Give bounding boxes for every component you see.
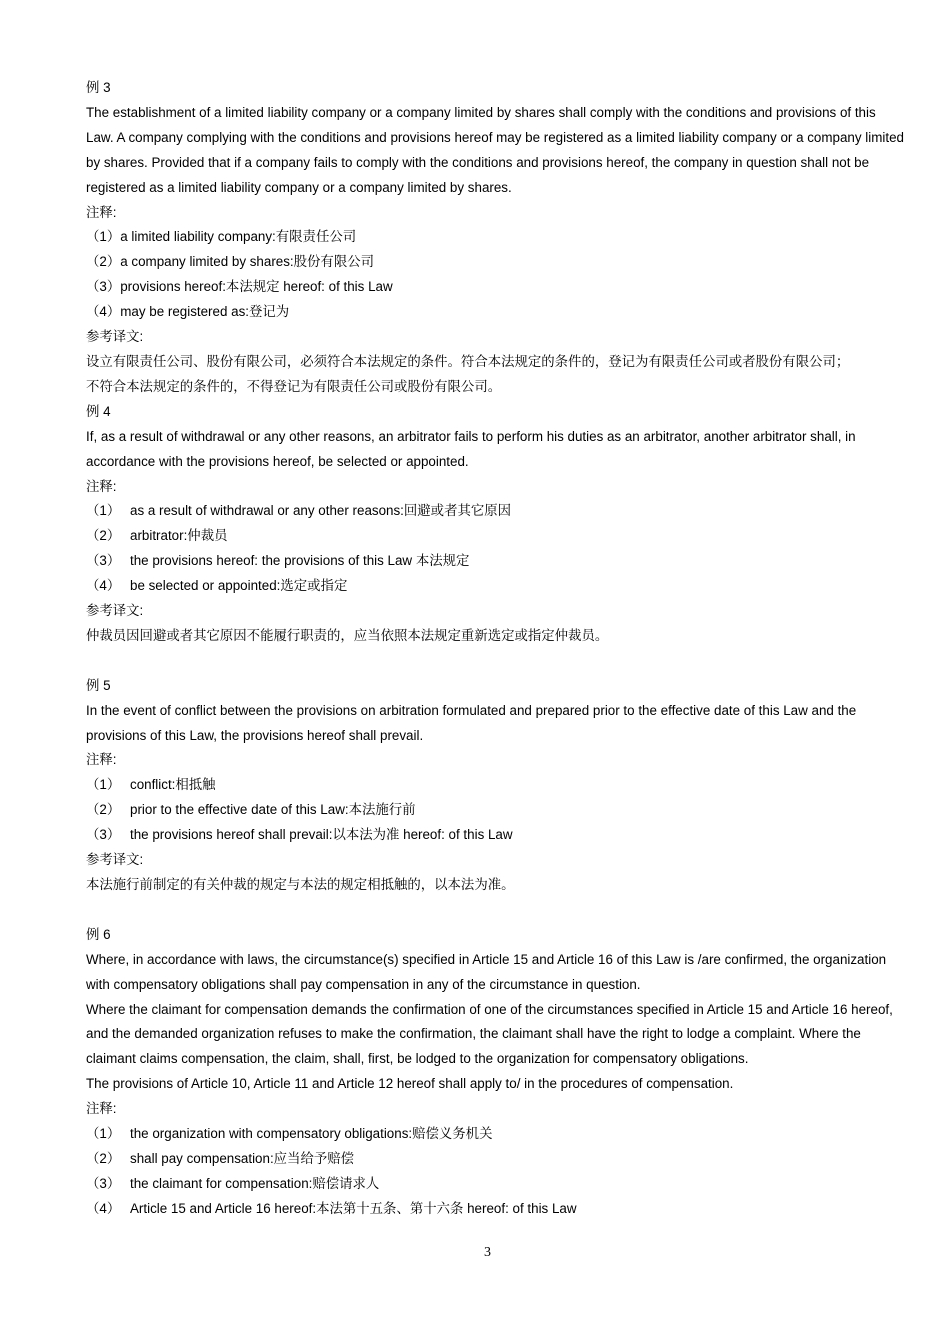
note-item: （1） as a result of withdrawal or any other reasons:回避或者其它原因 [86,503,512,519]
note-item: （2） arbitrator:仲裁员 [86,528,228,544]
example-6-body: Where, in accordance with laws, the circumstance(s) specified in Article 15 and Article 16 of this Law is /are confirmed, the organization with compensatory obligations shall pay compensation in any of the circumstance in question. [86,951,887,992]
example-3-body: The establishment of a limited liability company or a company limited by shares shall comply with the conditions and provisions of this Law. A company complying with the conditions and provisions hereof may be registered as a limited liability company or a company limited by shares. Provided that if a company fails to comply with the conditions and provisions hereof, the company in question shall not be registered as a limited liability company or a company limited by shares. [86,104,904,195]
note-item: （4）may be registered as:登记为 [86,304,290,320]
example-5-ref-line: 本法施行前制定的有关仲裁的规定与本法的规定相抵触的，以本法为准。 [86,876,515,892]
blank-line [86,898,906,923]
example-4-body: If, as a result of withdrawal or any other reasons, an arbitrator fails to perform his duties as an arbitrator, another arbitrator shall, in accordance with the provisions hereof, be selected or appointed. [86,428,856,469]
note-item: （4） Article 15 and Article 16 hereof:本法第十五条、第十六条 hereof: of this Law [86,1200,577,1216]
example-6-notes-label: 注释: [86,1101,117,1117]
blank-line [86,649,906,674]
note-item: （2）a company limited by shares:股份有限公司 [86,254,374,270]
note-item: （4） be selected or appointed:选定或指定 [86,578,348,594]
example-5-notes-label: 注释: [86,752,117,768]
example-5-ref-label: 参考译文: [86,852,144,868]
example-6-body: The provisions of Article 10, Article 11 and Article 12 hereof shall apply to/ in the procedures of compensation. [86,1076,734,1092]
note-item: （3） the claimant for compensation:赔偿请求人 [86,1175,380,1191]
example-3-heading: 例 3 [86,80,111,95]
note-item: （3） the provisions hereof shall prevail:以本法为准 hereof: of this Law [86,827,513,843]
document-page [86,76,906,1222]
example-5-heading: 例 5 [86,677,111,693]
example-6-heading: 例 6 [86,926,111,942]
example-4-notes-label: 注释: [86,478,117,494]
example-3-ref-line: 不符合本法规定的条件的，不得登记为有限责任公司或股份有限公司。 [86,378,502,394]
note-item: （1）a limited liability company:有限责任公司 [86,229,357,245]
example-3-ref-line: 设立有限责任公司、股份有限公司，必须符合本法规定的条件。符合本法规定的条件的，登记为有限责任公司或者股份有限公司； [86,353,850,369]
note-item: （1） the organization with compensatory obligations:赔偿义务机关 [86,1126,493,1142]
note-item: （1） conflict:相抵触 [86,777,216,793]
note-item: （2） shall pay compensation:应当给予赔偿 [86,1150,355,1166]
note-item: （2） prior to the effective date of this Law:本法施行前 [86,802,416,818]
note-item: （3） the provisions hereof: the provisions of this Law 本法规定 [86,553,470,569]
note-item: （3）provisions hereof:本法规定 hereof: of this Law [86,279,393,295]
example-4-ref-label: 参考译文: [86,603,144,619]
example-3-notes-label: 注释: [86,204,117,220]
example-5-body: In the event of conflict between the provisions on arbitration formulated and prepared prior to the effective date of this Law and the provisions of this Law, the provisions hereof shall prevail. [86,702,857,743]
example-3-ref-label: 参考译文: [86,329,144,345]
example-6-body: Where the claimant for compensation demands the confirmation of one of the circumstances specified in Article 15 and Article 16 hereof, and the demanded organization refuses to make the confirmation, the claimant shall have the right to lodge a complaint. Where the claimant claims compensation, the claim, shall, first, be lodged to the organization for compensatory obligations. [86,1001,893,1067]
page-number: 3 [484,1245,491,1260]
example-4-heading: 例 4 [86,403,111,419]
example-4-ref-line: 仲裁员因回避或者其它原因不能履行职责的，应当依照本法规定重新选定或指定仲裁员。 [86,627,609,643]
